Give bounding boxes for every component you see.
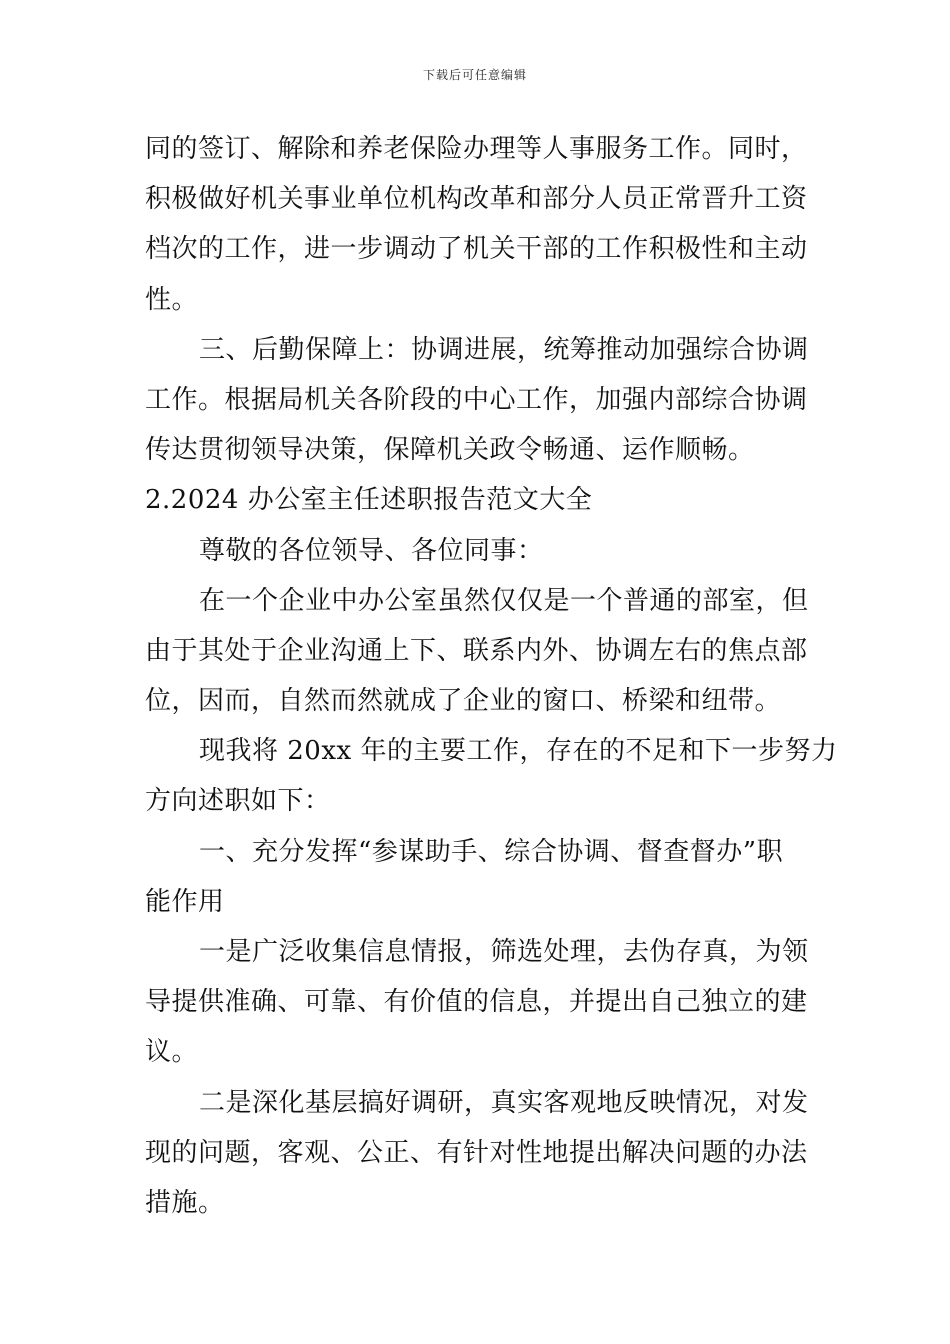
text-line: 二是深化基层搞好调研，真实客观地反映情况，对发 — [199, 1087, 809, 1118]
text-line: 2.2024 办公室主任述职报告范文大全 — [145, 485, 593, 516]
text-line: 导提供准确、可靠、有价值的信息，并提出自己独立的建 — [145, 987, 808, 1018]
text-line: 现我将 20xx 年的主要工作，存在的不足和下一步努力 — [199, 736, 838, 767]
text-line: 能作用 — [145, 886, 225, 917]
text-line: 一是广泛收集信息情报，筛选处理，去伪存真，为领 — [199, 937, 809, 967]
text-line: 性。 — [145, 284, 199, 315]
text-line: 档次的工作，进一步调动了机关干部的工作积极性和主动 — [145, 234, 808, 265]
text-line: 尊敬的各位领导、各位同事： — [199, 535, 544, 566]
text-line: 工作。根据局机关各阶段的中心工作，加强内部综合协调 — [145, 384, 808, 415]
text-line: 方向述职如下： — [145, 786, 331, 817]
text-line: 积极做好机关事业单位机构改革和部分人员正常晋升工资 — [145, 184, 808, 215]
text-line: 位，因而，自然而然就成了企业的窗口、桥梁和纽带。 — [145, 686, 782, 717]
text-line: 现的问题，客观、公正、有针对性地提出解决问题的办法 — [145, 1137, 808, 1168]
text-line: 传达贯彻领导决策，保障机关政令畅通、运作顺畅。 — [145, 435, 755, 466]
document-body — [145, 124, 838, 1228]
text-line: 措施。 — [145, 1187, 225, 1218]
text-line: 由于其处于企业沟通上下、联系内外、协调左右的焦点部 — [145, 635, 808, 666]
page-header: 下载后可任意编辑 — [422, 68, 527, 82]
text-line: 同的签订、解除和养老保险办理等人事服务工作。同时， — [145, 134, 808, 164]
text-line: 三、后勤保障上：协调进展，统筹推动加强综合协调 — [199, 334, 809, 365]
text-line: 一、充分发挥“参谋助手、综合协调、督查督办”职 — [199, 836, 784, 867]
text-line: 在一个企业中办公室虽然仅仅是一个普通的部室，但 — [199, 585, 809, 616]
text-line: 议。 — [145, 1037, 199, 1068]
